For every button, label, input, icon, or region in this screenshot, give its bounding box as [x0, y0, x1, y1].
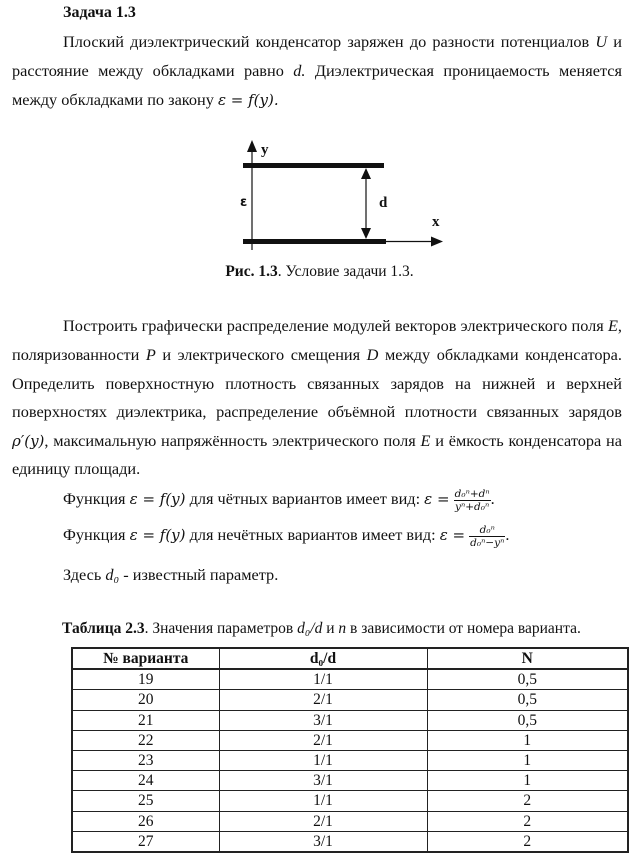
function-text: для нечётных вариантов имеет вид:: [185, 525, 440, 544]
intro-line-2: [12, 61, 622, 81]
cell-variant-number: 21: [72, 710, 219, 730]
table-title-text: . Значения параметров: [144, 620, 298, 637]
gap-arrow-down-icon: [361, 228, 371, 239]
epsilon-equals: ε =: [439, 526, 466, 544]
intro-text: Диэлектрическая проницаемость меняется: [305, 61, 622, 80]
intro-text: Плоский диэлектрический конденсатор заряжен до разности потенциалов: [63, 32, 596, 51]
var-E: E: [607, 316, 618, 335]
var-d0-over-d: d₀/d: [297, 620, 323, 637]
cell-n: 0,5: [427, 710, 628, 730]
odd-function-line: Функция ε = f(y) для нечётных вариантов имеет вид: ε = $\frac{\text{d₀ⁿ}}{\text{d₀ⁿ−yⁿ}}$ .: [63, 523, 510, 549]
odd-fraction: [469, 524, 505, 549]
var-D: D: [366, 345, 379, 364]
task-text: между обкладками конденсатора.: [378, 345, 622, 364]
intro-line-1: [63, 32, 622, 52]
table-title-text: и: [322, 620, 339, 637]
intro-line-3: [12, 90, 622, 110]
task-line-1: [63, 316, 622, 336]
table-row: [72, 710, 628, 730]
header-variant-number: № варианта: [72, 648, 219, 669]
y-axis-label: y: [261, 142, 269, 158]
var-E: E: [420, 431, 431, 450]
even-numerator: d₀ⁿ+dⁿ: [454, 487, 490, 500]
cell-n: 2: [427, 811, 628, 831]
cell-variant-number: 25: [72, 791, 219, 811]
function-label: Функция: [63, 489, 130, 508]
capacitor-diagram: [200, 130, 460, 260]
var-U: U: [595, 32, 608, 51]
var-d: d.: [293, 61, 306, 80]
cell-variant-number: 27: [72, 831, 219, 852]
table-row: [72, 811, 628, 831]
function-text: для чётных вариантов имеет вид:: [185, 489, 425, 508]
table-row: [72, 690, 628, 710]
even-denominator: yⁿ+d₀ⁿ: [455, 500, 490, 513]
epsilon-law-formula: ε = f(y): [129, 526, 186, 544]
table-row: [72, 791, 628, 811]
intro-text: расстояние между обкладками равно: [12, 61, 294, 80]
even-fraction: [454, 488, 491, 513]
cell-n: 0,5: [427, 669, 628, 690]
cell-d0-over-d: 1/1: [219, 791, 427, 811]
task-text: поляризованности: [12, 345, 146, 364]
cell-d0-over-d: 1/1: [219, 669, 427, 690]
intro-text: и: [607, 32, 622, 51]
note-text: - известный параметр.: [119, 565, 279, 584]
problem-heading: Задача 1.3: [63, 4, 136, 21]
task-line-4: поверхностях диэлектрика, распределение объёмной плотности связанных зарядов: [12, 402, 622, 421]
note-text: Здесь: [63, 565, 106, 584]
cell-n: 2: [427, 831, 628, 852]
var-n: n: [338, 620, 347, 637]
cell-variant-number: 20: [72, 690, 219, 710]
task-line-3: Определить поверхностную плотность связанных зарядов на нижней и верхней: [12, 374, 622, 393]
capacitor-diagram-svg: [200, 130, 460, 260]
rho-prime-formula: ρ′(y): [12, 432, 45, 450]
epsilon-law-formula: ε = f(y).: [217, 91, 279, 109]
task-text: ,: [617, 316, 622, 335]
gap-d-label: d: [379, 195, 388, 211]
cell-d0-over-d: 3/1: [219, 710, 427, 730]
figure-caption-number: Рис. 1.3: [225, 263, 278, 280]
cell-n: 1: [427, 771, 628, 791]
cell-variant-number: 22: [72, 730, 219, 750]
x-axis-label: x: [432, 214, 440, 230]
odd-numerator: d₀ⁿ: [469, 524, 505, 537]
figure-caption-text: . Условие задачи 1.3.: [277, 263, 414, 280]
task-text: Построить графически распределение модулей векторов электрического поля: [63, 316, 608, 335]
variants-table: [71, 647, 629, 853]
cell-variant-number: 23: [72, 750, 219, 770]
task-line-6: единицу площади.: [12, 459, 141, 478]
table-row: [72, 771, 628, 791]
table-title-number: Таблица 2.3: [62, 620, 145, 637]
figure-caption: [0, 263, 639, 281]
cell-d0-over-d: 2/1: [219, 811, 427, 831]
var-P: P: [145, 345, 156, 364]
cell-n: 0,5: [427, 690, 628, 710]
function-label: Функция: [63, 525, 130, 544]
cell-n: 1: [427, 750, 628, 770]
even-function-line: Функция ε = f(y) для чётных вариантов имеет вид: ε = $\frac{\text{d₀ⁿ+dⁿ}}{\text{yⁿ+d₀ⁿ}}$ .: [63, 487, 495, 513]
epsilon-law-formula: ε = f(y): [129, 490, 186, 508]
gap-arrow-up-icon: [361, 168, 371, 179]
cell-n: 1: [427, 730, 628, 750]
cell-n: 2: [427, 791, 628, 811]
y-axis-arrow-icon: [247, 140, 257, 152]
var-d0: d₀: [105, 565, 120, 584]
cell-d0-over-d: 3/1: [219, 771, 427, 791]
table-row: [72, 831, 628, 852]
epsilon-label: ε: [240, 195, 248, 210]
header-d0-over-d: d₀/d: [219, 648, 427, 669]
table-title: [62, 620, 581, 638]
table-title-text: в зависимости от номера варианта.: [346, 620, 581, 637]
task-text: , максимальную напряжённость электрического поля: [44, 431, 421, 450]
cell-variant-number: 19: [72, 669, 219, 690]
table-row: [72, 730, 628, 750]
cell-variant-number: 24: [72, 771, 219, 791]
table-row: [72, 750, 628, 770]
cell-d0-over-d: 2/1: [219, 730, 427, 750]
task-text: и ёмкость конденсатора на: [430, 431, 622, 450]
cell-d0-over-d: 3/1: [219, 831, 427, 852]
bottom-plate: [243, 239, 386, 244]
table-header-row: [72, 648, 628, 669]
top-plate: [243, 163, 384, 168]
header-n: N: [427, 648, 628, 669]
table-row: [72, 669, 628, 690]
task-line-2: [12, 345, 622, 365]
cell-variant-number: 26: [72, 811, 219, 831]
intro-text: между обкладками по закону: [12, 90, 218, 109]
x-axis-arrow-icon: [431, 237, 443, 247]
cell-d0-over-d: 2/1: [219, 690, 427, 710]
parameter-note: [63, 565, 622, 585]
task-line-5: [12, 431, 622, 451]
epsilon-equals: ε =: [424, 490, 450, 508]
task-text: и электрического смещения: [155, 345, 367, 364]
odd-denominator: d₀ⁿ−yⁿ: [470, 536, 505, 549]
cell-d0-over-d: 1/1: [219, 750, 427, 770]
